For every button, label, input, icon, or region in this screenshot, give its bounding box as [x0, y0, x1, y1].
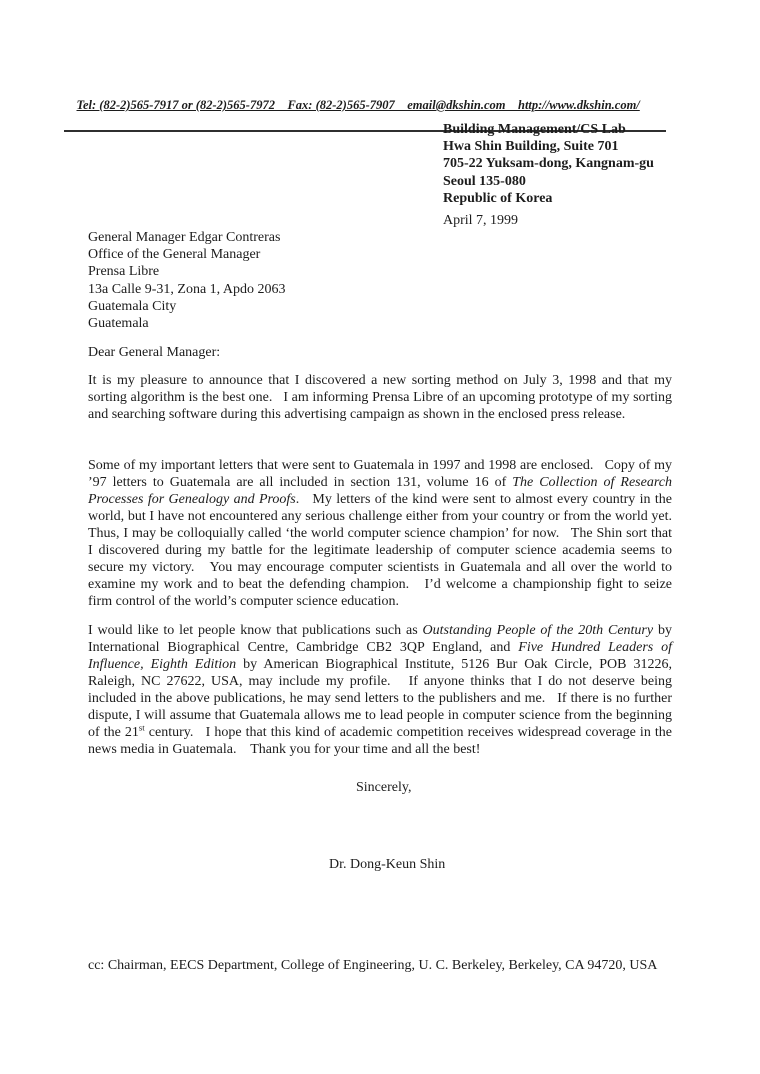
text-run: century. I hope that this kind of academic competition receives widespread coverage in the news media in Guatemala. Thank you for your time and all the best!	[88, 725, 676, 757]
text-run: by International Biographical Centre, Cambridge CB2 3QP England, and	[88, 623, 676, 655]
body-paragraph-1	[88, 372, 676, 423]
signature-name: Dr. Dong-Keun Shin	[329, 857, 446, 872]
text-run: . My letters of the kind were sent to almost every country in the world, but I have not encountered any serious challenge either from your country or from the world yet. Thus, I may be colloquially called ‘the world computer science champion’ for now. The Shin sort that I discovered during my battle for the legitimate leadership of computer science academia seems to secure my victory. You may encourage computer scientists in Guatemala and all over the world to examine my work and to beat the defending champion. I’d welcome a championship fight to seize firm control of the world’s computer science education.	[88, 492, 683, 609]
text-run: st	[138, 722, 145, 733]
body-paragraph-3	[88, 622, 676, 758]
address-line: 705-22 Yuksam-dong, Kangnam-gu	[443, 156, 654, 172]
text-run: I would like to let people know that publications such as	[88, 623, 423, 638]
letterhead-contact-text: Tel: (82-2)565-7917 or (82-2)565-7972 Fax: (82-2)565-7907 email@dkshin.com http://www.dkshin.com/	[76, 98, 640, 112]
cc-line: cc: Chairman, EECS Department, College of Engineering, U. C. Berkeley, Berkeley, CA 94720, USA	[88, 958, 658, 973]
address-line: Prensa Libre	[88, 264, 160, 280]
text-run: Some of my important letters that were sent to Guatemala in 1997 and 1998 are enclosed. Copy of my ’97 letters to Guatemala are all included in section 131, volume 16 of	[88, 458, 676, 490]
letter-date: April 7, 1999	[443, 213, 519, 228]
sender-address-block	[443, 121, 654, 207]
closing: Sincerely,	[356, 780, 412, 795]
address-line: 13a Calle 9-31, Zona 1, Apdo 2063	[88, 281, 286, 297]
body-paragraph-2	[88, 457, 683, 610]
text-run: by American Biographical Institute, 5126 Bur Oak Circle, POB 31226, Raleigh, NC 27622, USA, may include my profile. If anyone thinks that I do not deserve being included in the above publications, he may send letters to the publishers and me. If there is no further dispute, I will assume that Guatemala allows me to lead people in computer science from the beginning of the 21	[88, 657, 676, 740]
text-run: It is my pleasure to announce that I discovered a new sorting method on July 3, 1998 and that my sorting algorithm is the best one. I am informing Prensa Libre of an upcoming prototype of my sorting and searching software during this advertising campaign as shown in the enclosed press release.	[88, 373, 676, 422]
salutation: Dear General Manager:	[88, 345, 221, 360]
address-line: Guatemala City	[88, 298, 177, 314]
address-line: General Manager Edgar Contreras	[88, 230, 281, 245]
text-run: Outstanding People of the 20th Century	[422, 623, 654, 638]
address-line: Republic of Korea	[443, 190, 553, 206]
address-line: Office of the General Manager	[88, 247, 261, 263]
text-run: Five Hundred Leaders of Influence, Eighth Edition	[88, 640, 676, 672]
address-line: Building Management/CS Lab	[443, 122, 626, 137]
address-line: Guatemala	[88, 316, 149, 332]
address-line: Hwa Shin Building, Suite 701	[443, 139, 619, 155]
recipient-address-block	[88, 229, 286, 332]
text-run: The Collection of Research Processes for Genealogy and Proofs	[88, 475, 676, 507]
address-line: Seoul 135-080	[443, 173, 526, 189]
